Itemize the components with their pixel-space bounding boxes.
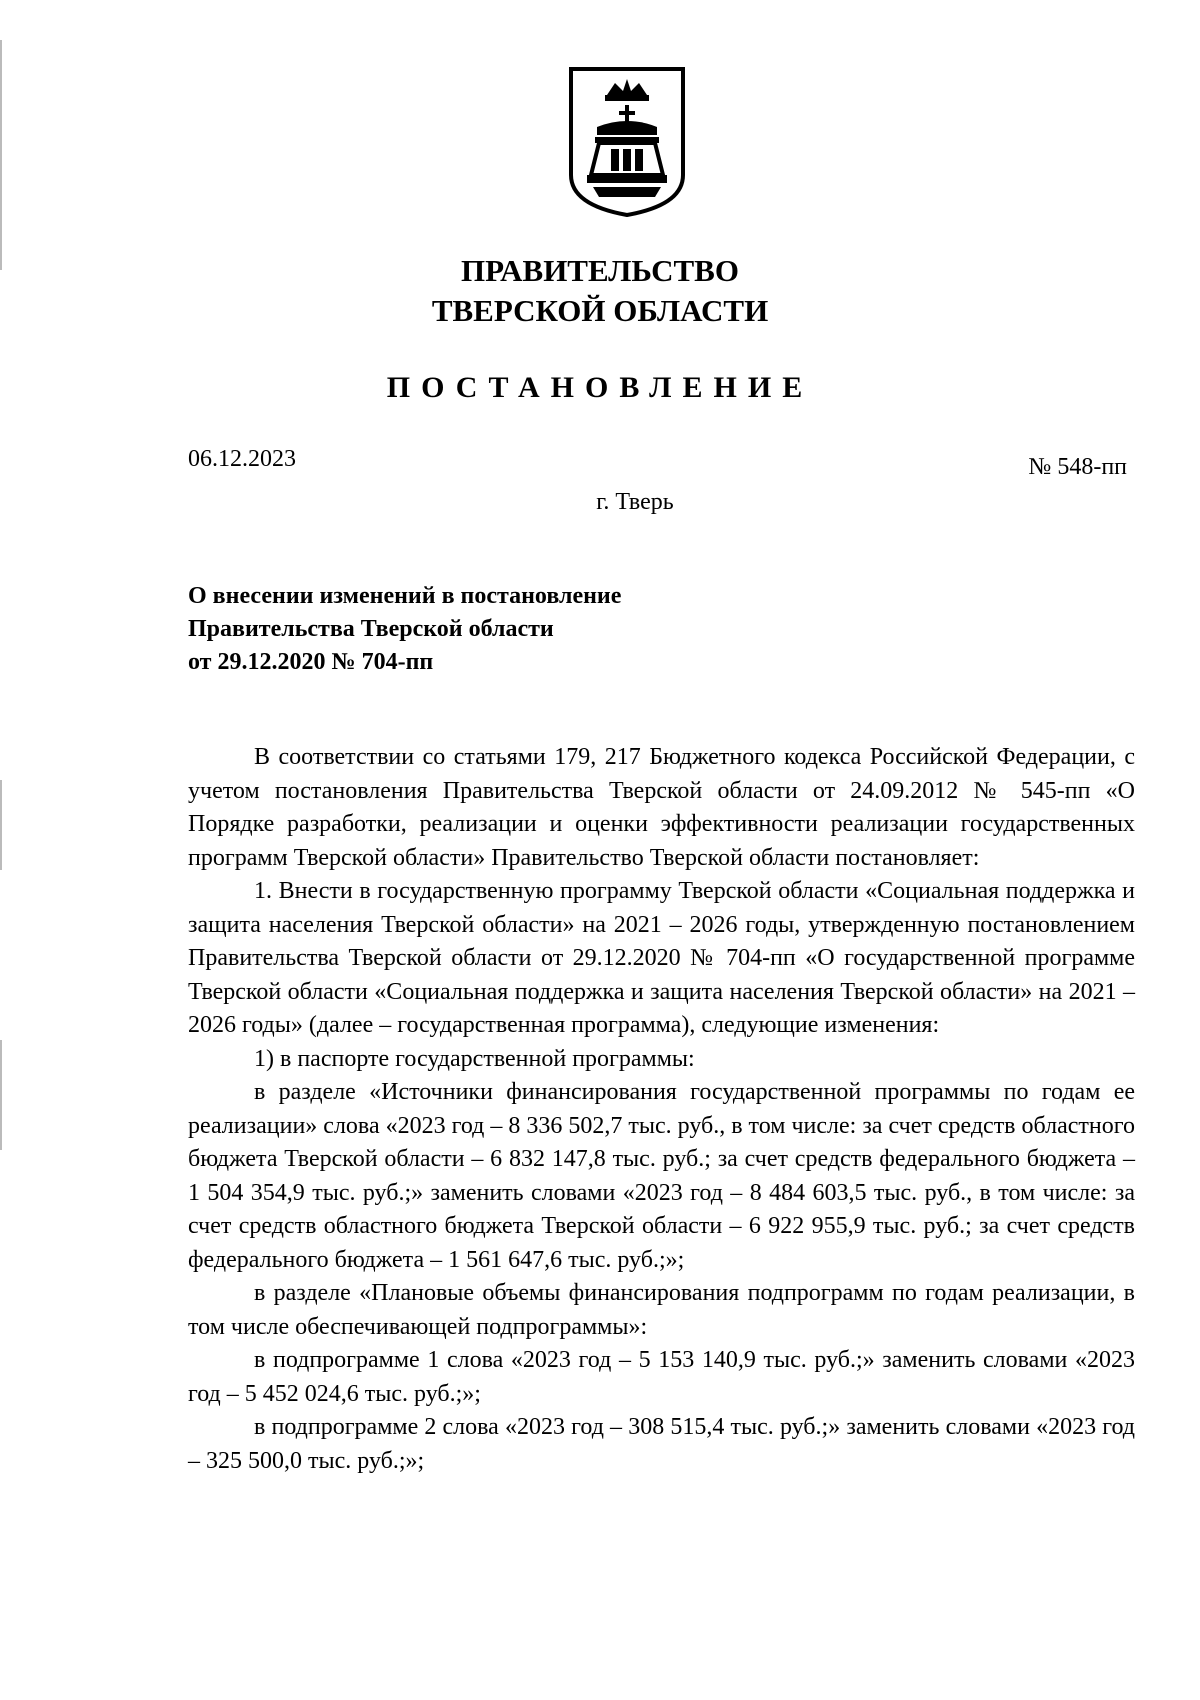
document-body xyxy=(188,741,1135,1478)
document-subject xyxy=(188,580,621,679)
scan-edge-mark xyxy=(0,780,2,870)
government-title-line1: ПРАВИТЕЛЬСТВО xyxy=(461,253,739,288)
planned-volumes-paragraph: в разделе «Плановые объемы финансирования подпрограмм по годам реализации, в том числе обеспечивающей подпрограммы»: xyxy=(188,1280,1135,1340)
subject-line: от 29.12.2020 № 704-пп xyxy=(188,649,434,675)
item-1-1-paragraph: 1) в паспорте государственной программы: xyxy=(254,1045,695,1072)
document-number: № 548-пп xyxy=(1028,454,1127,480)
sources-paragraph: в разделе «Источники финансирования государственной программы по годам ее реализации» слова «2023 год – 8 336 502,7 тыс. руб., в том числе: за счет средств областного бюджета Тверской области – 6 832 147,8 тыс. руб.; за счет средств федерального бюджета – 1 504 354,9 тыс. руб.;» заменить словами «2023 год – 8 484 603,5 тыс. руб., в том числе: за счет средств областного бюджета Тверской области – 6 922 955,9 тыс. руб.; за счет средств федерального бюджета – 1 561 647,6 тыс. руб.;»; xyxy=(188,1079,1135,1273)
document-date: 06.12.2023 xyxy=(188,446,296,472)
document-type-title: ПОСТАНОВЛЕНИЕ xyxy=(386,371,814,404)
coat-of-arms-icon xyxy=(567,65,687,217)
subprogram-2-paragraph: в подпрограмме 2 слова «2023 год – 308 515,4 тыс. руб.;» заменить словами «2023 год – 325 500,0 тыс. руб.;»; xyxy=(188,1414,1135,1474)
subject-line: Правительства Тверской области xyxy=(188,616,554,642)
preamble-paragraph: В соответствии со статьями 179, 217 Бюджетного кодекса Российской Федерации, с учетом постановления Правительства Тверской области от 24.09.2012 № 545-пп «О Порядке разработки, реализации и оценки эффективности реализации государственных программ Тверской области» Правительство Тверской области постановляет: xyxy=(188,744,1135,871)
document-city: г. Тверь xyxy=(596,489,674,515)
scan-edge-mark xyxy=(0,1040,2,1150)
subject-line: О внесении изменений в постановление xyxy=(188,583,622,609)
government-title-line2: ТВЕРСКОЙ ОБЛАСТИ xyxy=(431,293,769,328)
subprogram-1-paragraph: в подпрограмме 1 слова «2023 год – 5 153 140,9 тыс. руб.;» заменить словами «2023 год – 5 452 024,6 тыс. руб.;»; xyxy=(188,1347,1135,1407)
item-1-paragraph: 1. Внести в государственную программу Тверской области «Социальная поддержка и защита населения Тверской области» на 2021 – 2026 годы, утвержденную постановлением Правительства Тверской области от 29.12.2020 № 704-пп «О государственной программе Тверской области «Социальная поддержка и защита населения Тверской области» на 2021 – 2026 годы» (далее – государственная программа), следующие изменения: xyxy=(188,878,1135,1038)
scan-edge-mark xyxy=(0,40,2,270)
